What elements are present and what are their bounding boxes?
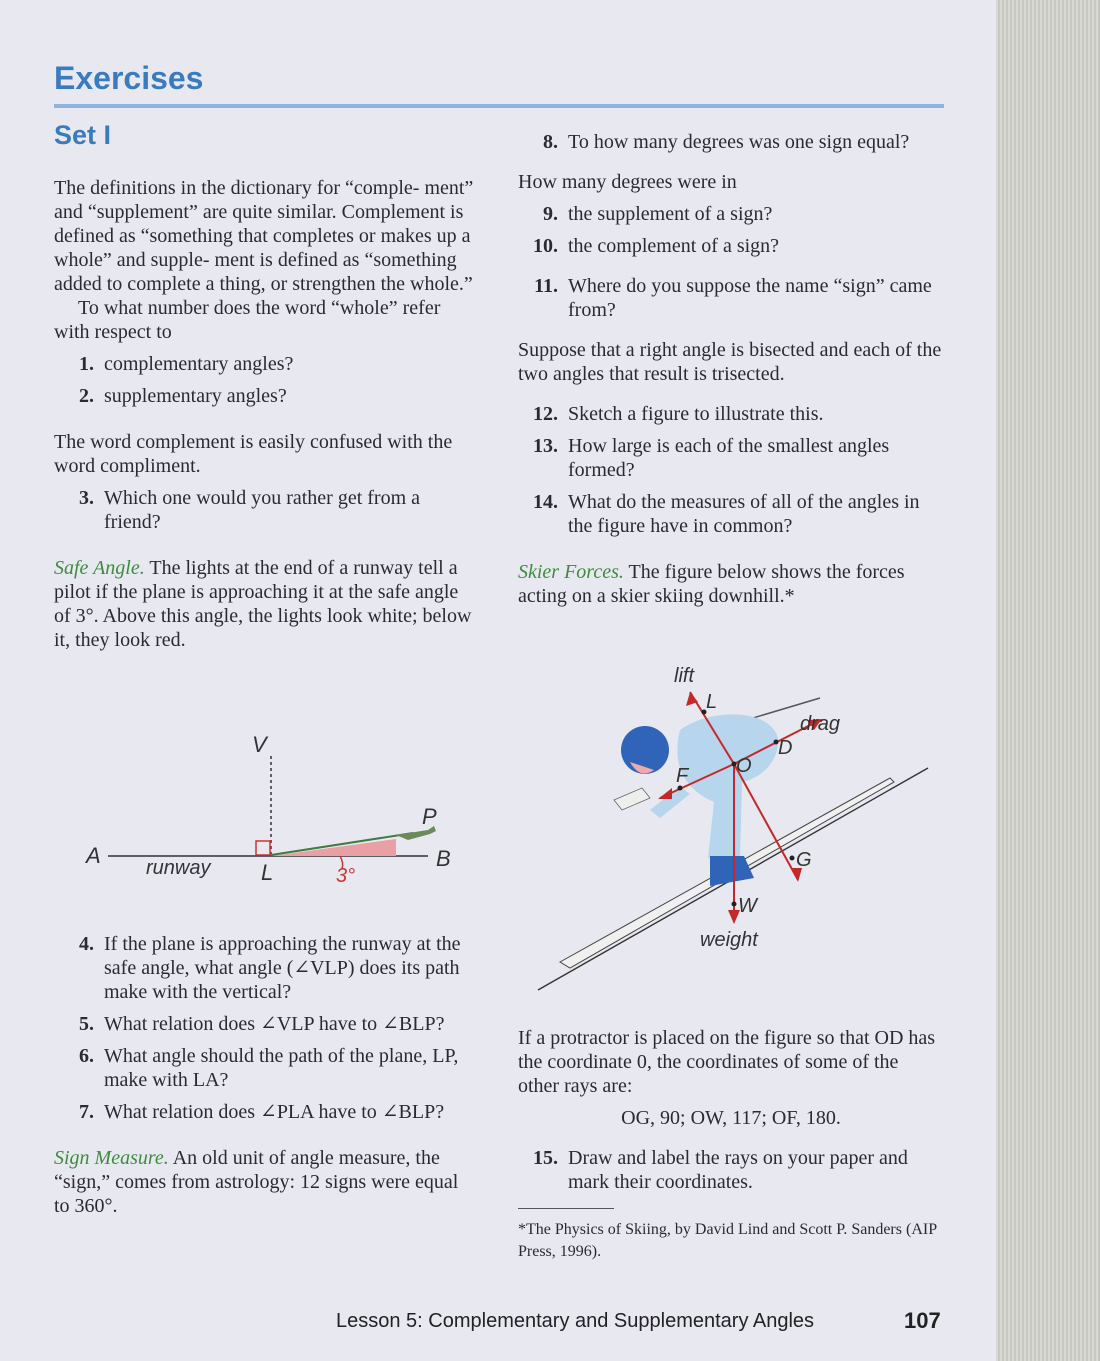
set-title: Set I	[54, 120, 112, 150]
runway-figure	[78, 726, 478, 906]
point-g	[790, 856, 795, 861]
exercise-text: To how many degrees was one sign equal?	[568, 131, 910, 153]
skier-figure	[530, 660, 940, 1000]
label-d: D	[778, 737, 793, 759]
exercise-7	[54, 1100, 478, 1124]
exercise-text: Which one would you rather get from a friend?	[104, 487, 421, 533]
how-many-text: How many degrees were in	[518, 171, 737, 193]
intro-question: To what number does the word “whole” refer with respect to	[54, 297, 441, 343]
exercise-3	[54, 486, 478, 534]
exercise-15	[518, 1146, 944, 1194]
exercise-number: 2.	[79, 385, 94, 407]
right-column-top	[518, 130, 944, 608]
exercise-4	[54, 932, 478, 1004]
label-l: L	[706, 691, 718, 713]
exercise-number: 3.	[79, 487, 94, 509]
exercise-12	[518, 402, 944, 426]
page-number: 107	[904, 1308, 941, 1333]
exercise-5	[54, 1012, 478, 1036]
intro-paragraph: The definitions in the dictionary for “comple- ment” and “supplement” are quite similar. Complement is defined as “something that completes or makes up a whole” and supple- ment is defined as “something added to complete a thing, or strengthen the whole.”	[54, 177, 474, 295]
exercise-number: 5.	[79, 1013, 94, 1035]
label-o: O	[736, 755, 752, 777]
label-lift: lift	[674, 665, 694, 687]
exercise-text: Draw and label the rays on your paper and mark their coordinates.	[568, 1147, 908, 1193]
label-w: W	[738, 895, 757, 917]
skier-text: The figure below shows the forces acting on a skier skiing downhill.*	[518, 561, 905, 607]
protractor-paragraph: If a protractor is placed on the figure so that OD has the coordinate 0, the coordinates of some of the other rays are:	[518, 1027, 936, 1097]
exercise-number: 11.	[534, 275, 558, 297]
exercise-text: What do the measures of all of the angles in the figure have in common?	[568, 491, 920, 537]
lesson-footer: Lesson 5: Complementary and Supplementary Angles	[336, 1310, 815, 1332]
exercise-10	[518, 234, 944, 258]
exercise-14	[518, 490, 944, 538]
skier-paragraph	[518, 560, 944, 608]
exercise-number: 9.	[543, 203, 558, 225]
exercise-number: 8.	[543, 131, 558, 153]
exercise-text: What relation does ∠PLA have to ∠BLP?	[104, 1101, 445, 1123]
exercise-text: supplementary angles?	[104, 385, 287, 407]
label-p: P	[422, 804, 437, 829]
helmet-icon	[621, 726, 669, 774]
exercise-text: How large is each of the smallest angles formed?	[568, 435, 890, 481]
label-f: F	[676, 765, 689, 787]
sign-measure-title: Sign Measure.	[54, 1147, 169, 1169]
label-drag: drag	[800, 713, 841, 735]
runway-label: runway	[146, 857, 211, 879]
point-w	[732, 902, 737, 907]
label-b: B	[436, 846, 451, 871]
exercise-text: What angle should the path of the plane, LP, make with LA?	[104, 1045, 459, 1091]
exercise-text: the supplement of a sign?	[568, 203, 773, 225]
label-v: V	[252, 732, 267, 757]
footnote-rule	[518, 1208, 614, 1209]
exercise-number: 15.	[533, 1147, 558, 1169]
heading-rule	[54, 104, 944, 108]
exercise-9	[518, 202, 944, 226]
exercise-text: If the plane is approaching the runway at the safe angle, what angle (∠VLP) does its path make with the vertical?	[104, 933, 461, 1003]
safe-angle-text: The lights at the end of a runway tell a pilot if the plane is approaching it at the safe angle of 3°. Above this angle, the lights look white; below it, they look red.	[54, 557, 472, 651]
exercise-13	[518, 434, 944, 482]
right-angle-mark	[256, 841, 270, 855]
label-l: L	[261, 860, 274, 885]
exercise-number: 10.	[533, 235, 558, 257]
left-column-bottom	[54, 932, 478, 1218]
sign-measure-paragraph	[54, 1146, 478, 1218]
angle-shading	[271, 839, 396, 856]
exercise-number: 14.	[533, 491, 558, 513]
page-edge	[996, 0, 1100, 1361]
exercise-6	[54, 1044, 478, 1092]
exercise-number: 12.	[533, 403, 558, 425]
exercise-text: Where do you suppose the name “sign” came from?	[568, 275, 932, 321]
exercise-number: 4.	[79, 933, 94, 955]
skier-title: Skier Forces.	[518, 561, 624, 583]
exercise-2	[54, 384, 478, 408]
left-column-top	[54, 176, 478, 652]
exercise-text: What relation does ∠VLP have to ∠BLP?	[104, 1013, 445, 1035]
exercises-heading: Exercises	[54, 60, 204, 96]
angle-label: 3°	[336, 865, 356, 887]
exercise-number: 1.	[79, 353, 94, 375]
exercise-number: 13.	[533, 435, 558, 457]
exercise-text: Sketch a figure to illustrate this.	[568, 403, 824, 425]
exercise-text: complementary angles?	[104, 353, 294, 375]
right-column-bottom	[518, 1026, 944, 1263]
exercise-number: 7.	[79, 1101, 94, 1123]
skier-body	[677, 714, 778, 860]
exercise-11	[518, 274, 944, 322]
safe-angle-title: Safe Angle.	[54, 557, 145, 579]
sign-measure-text: An old unit of angle measure, the “sign,” comes from astrology: 12 signs were equal to 360°.	[54, 1147, 459, 1217]
exercise-8	[518, 130, 944, 154]
exercise-number: 6.	[79, 1045, 94, 1067]
exercise-1	[54, 352, 478, 376]
footnote: *The Physics of Skiing, by David Lind and Scott P. Sanders (AIP Press, 1996).	[518, 1221, 937, 1260]
label-g: G	[796, 849, 812, 871]
label-weight: weight	[700, 929, 758, 951]
safe-angle-paragraph	[54, 556, 478, 652]
bisect-paragraph: Suppose that a right angle is bisected and each of the two angles that result is trisected.	[518, 339, 942, 385]
coordinates-line: OG, 90; OW, 117; OF, 180.	[621, 1107, 841, 1129]
skier-glove	[614, 788, 650, 810]
compliment-note: The word complement is easily confused with the word compliment.	[54, 431, 453, 477]
exercise-text: the complement of a sign?	[568, 235, 780, 257]
label-a: A	[86, 843, 101, 868]
